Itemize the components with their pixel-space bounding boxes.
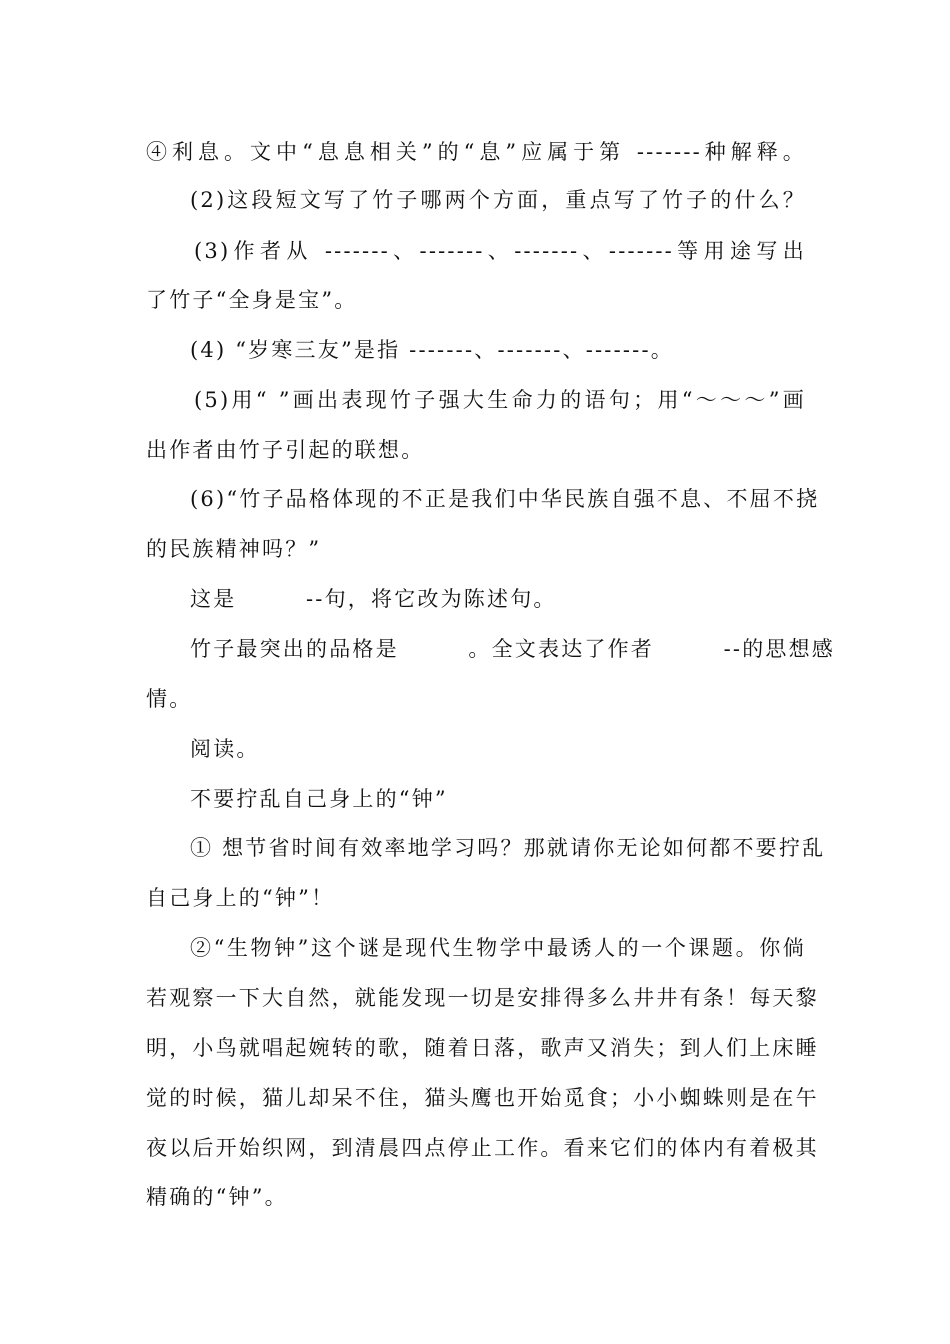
- paragraph-2-line-5: 夜以后开始织网，到清晨四点停止工作。看来它们的体内有着极其: [146, 1136, 819, 1160]
- paragraph-2-line-1: ②“生物钟”这个谜是现代生物学中最诱人的一个课题。你倘: [190, 936, 806, 960]
- text-line-q6-cont: 的民族精神吗？”: [146, 537, 322, 561]
- text-line-character-cont: 情。: [146, 687, 193, 711]
- paragraph-2-line-4: 觉的时候，猫儿却呆不住，猫头鹰也开始觅食；小小蜘蛛则是在午: [146, 1086, 819, 1110]
- text-line-q3: (3)作者从 -------、-------、-------、-------等用途写出: [194, 239, 806, 263]
- text-line-q5-cont: 出作者由竹子引起的联想。: [146, 438, 425, 462]
- text-line-q6: (6)“竹子品格体现的不正是我们中华民族自强不息、不屈不挠: [190, 487, 820, 511]
- text-line-reading-label: 阅读。: [190, 737, 260, 761]
- paragraph-2-line-2: 若观察一下大自然，就能发现一切是安排得多么井井有条！每天黎: [146, 986, 819, 1010]
- paragraph-2-line-6: 精确的“钟”。: [146, 1185, 288, 1209]
- paragraph-2-line-3: 明，小鸟就唱起婉转的歌，随着日落，歌声又消失；到人们上床睡: [146, 1036, 819, 1060]
- text-line-q3-cont: 了竹子“全身是宝”。: [146, 288, 358, 312]
- text-line-q1-option4: ④利息。文中“息息相关”的“息”应属于第 -------种解释。: [146, 140, 806, 164]
- paragraph-1-line-2: 自己身上的“钟”！: [146, 886, 335, 910]
- text-line-q2: (2)这段短文写了竹子哪两个方面，重点写了竹子的什么？: [190, 188, 806, 212]
- text-line-q4: (4) “岁寒三友”是指 -------、-------、-------。: [190, 338, 674, 362]
- passage-title: 不要拧乱自己身上的“钟”: [190, 787, 448, 811]
- text-line-character: 竹子最突出的品格是 。全文表达了作者 --的思想感: [190, 637, 835, 661]
- paragraph-1-line-1: ① 想节省时间有效率地学习吗？那就请你无论如何都不要拧乱: [190, 836, 826, 860]
- text-line-q5: (5)用“ ”画出表现竹子强大生命力的语句；用“～～～”画: [194, 388, 806, 412]
- text-line-sentence-type: 这是 --句，将它改为陈述句。: [190, 587, 557, 611]
